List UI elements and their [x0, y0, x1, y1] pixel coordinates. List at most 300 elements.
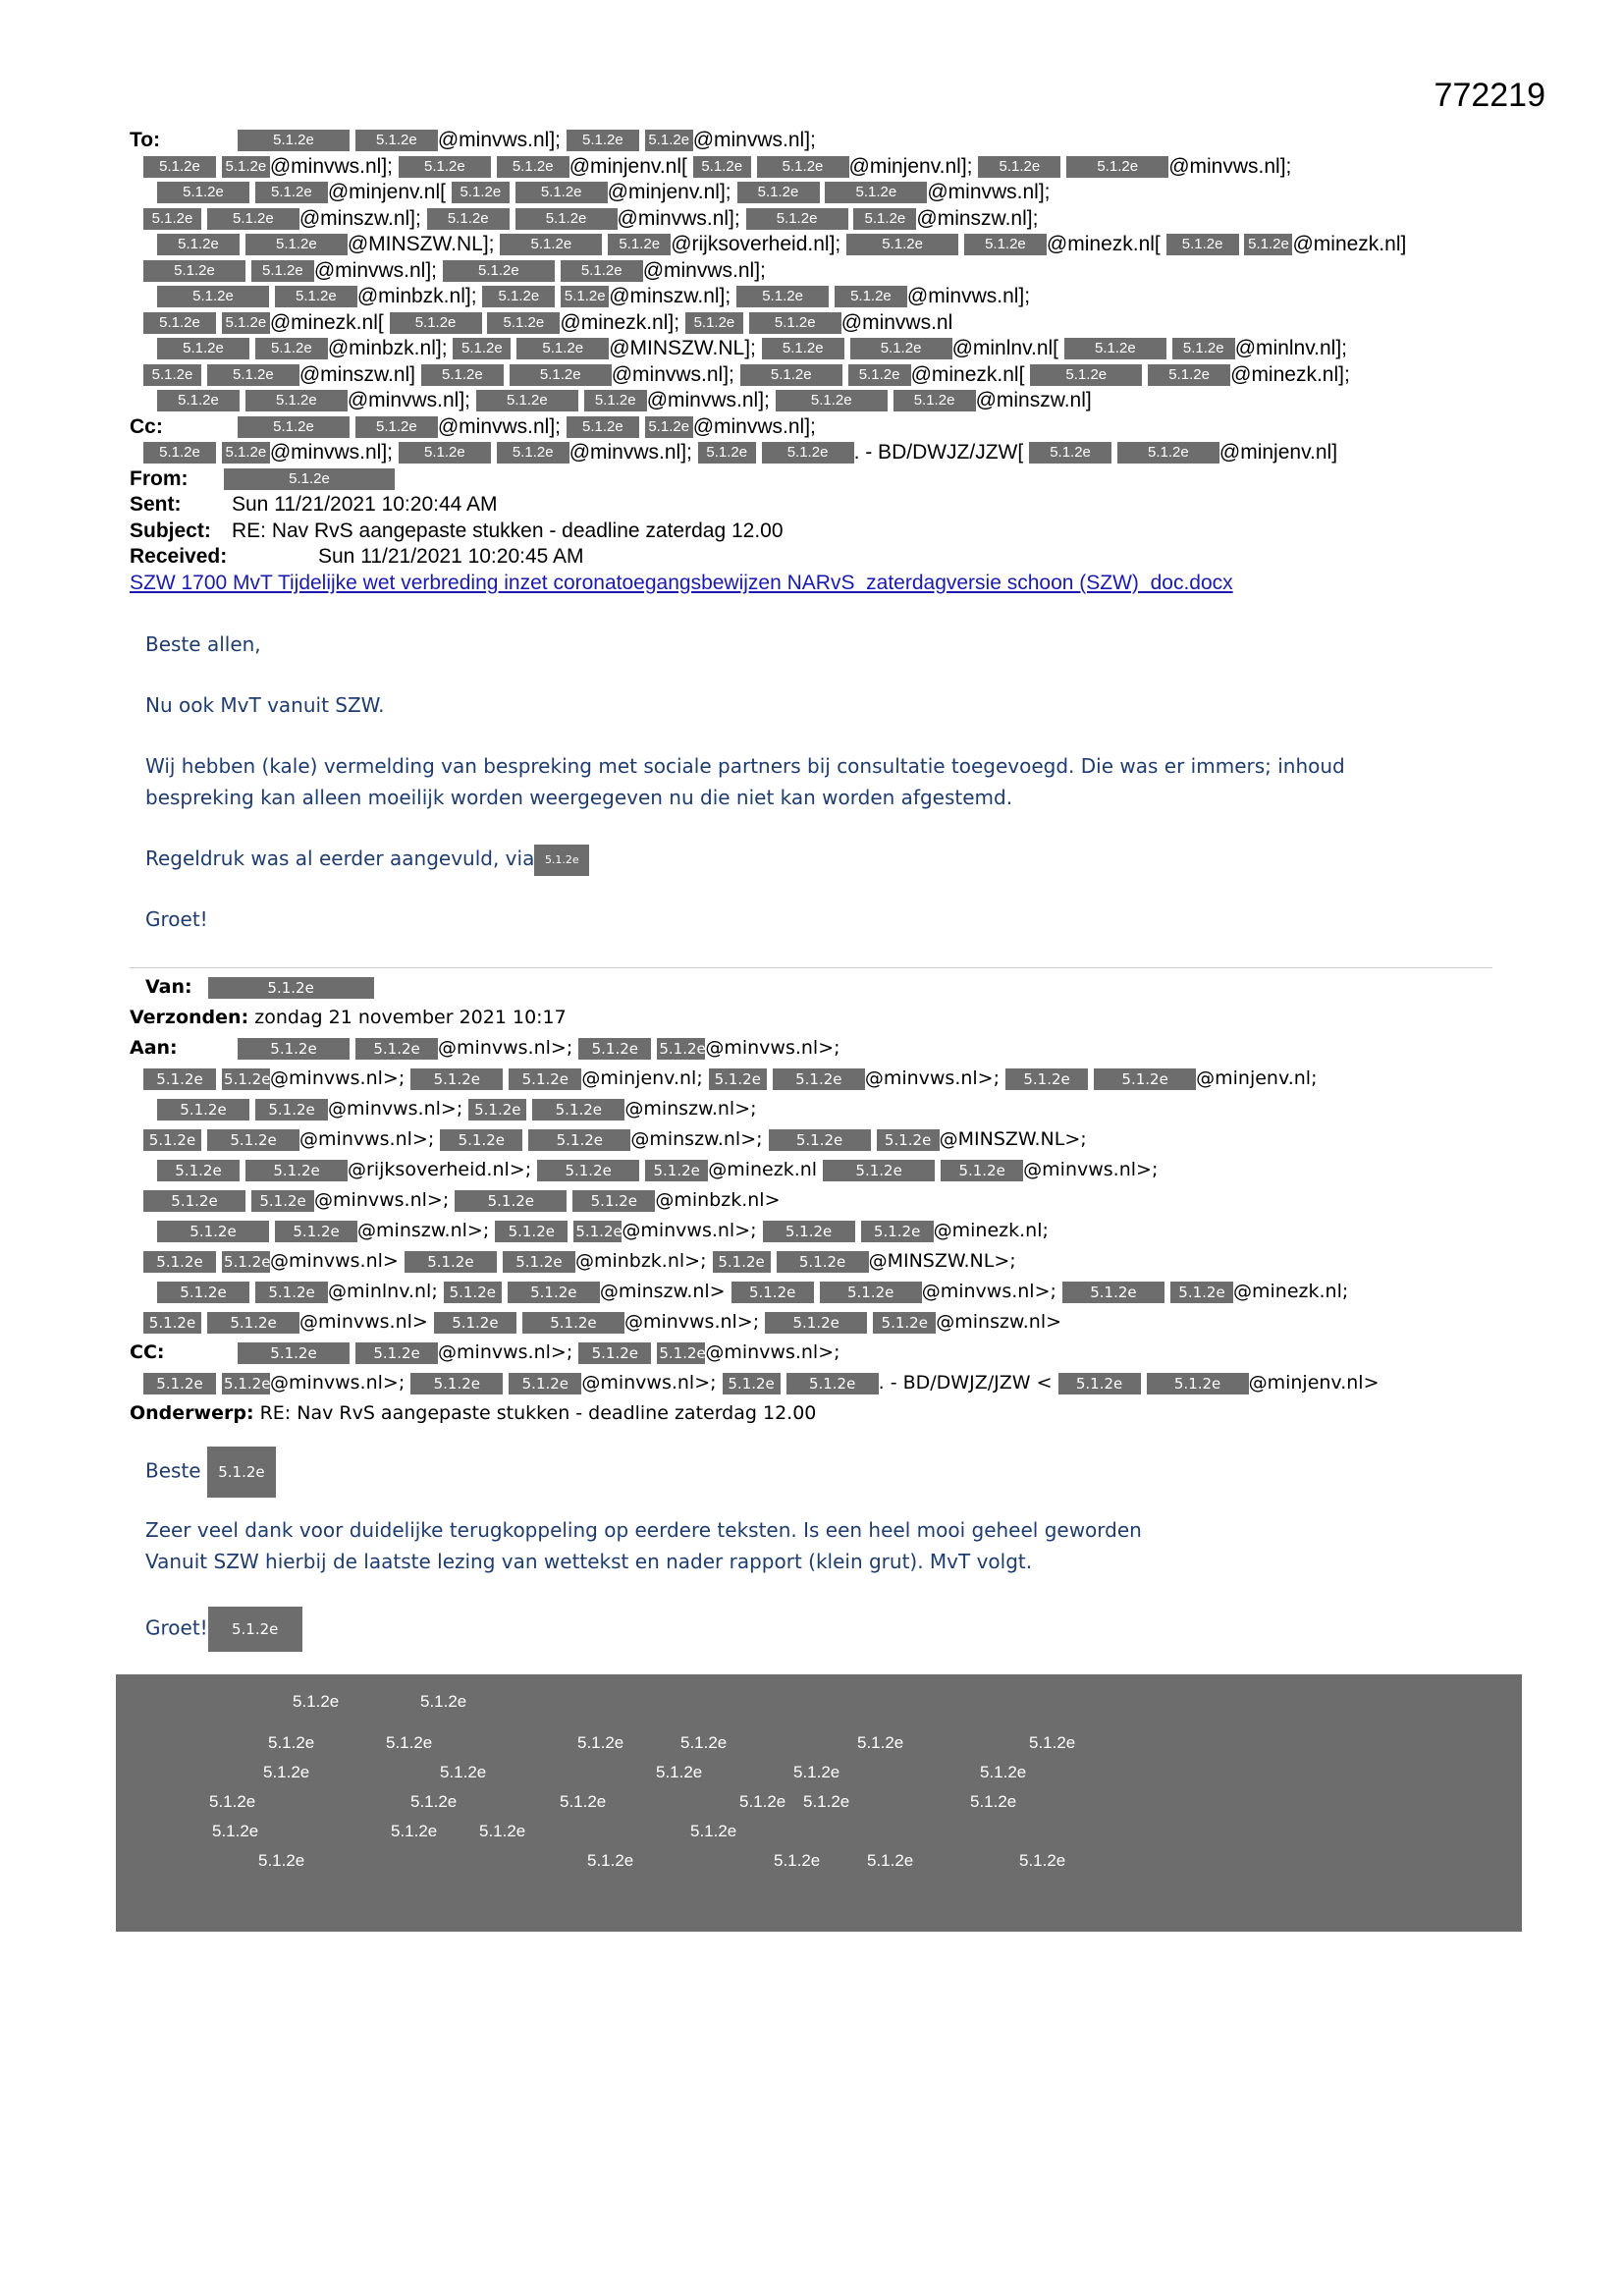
field-label: To: — [130, 129, 161, 151]
redaction-label: 5.1.2e — [391, 1822, 438, 1840]
recipient-line — [130, 128, 1504, 154]
attachment-link[interactable]: SZW 1700 MvT Tijdelijke wet verbreding inzet coronatoegangsbewijzen NARvS_zaterdagversie schoon (SZW)_doc.docx — [130, 571, 1233, 594]
redaction: 5.1.2e — [355, 1038, 438, 1060]
recipient-line — [130, 1277, 1504, 1307]
recipient-line — [130, 154, 1504, 181]
redaction: 5.1.2e — [848, 364, 911, 386]
aan-recipients — [130, 1033, 1504, 1338]
email-address-domain: @minszw.nl> — [936, 1311, 1062, 1333]
redaction: 5.1.2e — [399, 442, 491, 464]
redaction: 5.1.2e — [207, 364, 299, 386]
recipient-line — [130, 1307, 1504, 1338]
email-address-domain: @MINSZW.NL]; — [347, 233, 495, 255]
redaction: 5.1.2e — [355, 130, 438, 151]
email-address-domain: @minbzk.nl]; — [356, 285, 477, 307]
redaction: 5.1.2e — [207, 208, 299, 230]
redaction: 5.1.2e — [390, 312, 482, 334]
email-address-domain: @minvws.nl]; — [906, 285, 1031, 307]
redaction: 5.1.2e — [476, 390, 578, 411]
email-address-domain: @minvws.nl>; — [1023, 1159, 1159, 1180]
redaction: 5.1.2e — [487, 312, 560, 334]
redaction: 5.1.2e — [537, 1160, 639, 1181]
redaction: 5.1.2e — [453, 338, 511, 359]
from-row — [130, 466, 1504, 493]
redaction: 5.1.2e — [723, 1373, 781, 1394]
redaction: 5.1.2e — [786, 1373, 879, 1394]
redaction: 5.1.2e — [584, 390, 647, 411]
cc-recipients — [130, 414, 1504, 466]
recipient-line — [130, 180, 1504, 206]
redaction: 5.1.2e — [143, 1129, 201, 1151]
redaction-label: 5.1.2e — [268, 1733, 315, 1752]
verzonden-value: zondag 21 november 2021 10:17 — [254, 1007, 567, 1028]
redaction: 5.1.2e — [645, 416, 693, 438]
redaction: 5.1.2e — [143, 442, 216, 464]
redaction: 5.1.2e — [238, 130, 350, 151]
redaction: 5.1.2e — [509, 1373, 581, 1394]
recipient-line — [130, 1094, 1504, 1124]
redaction: 5.1.2e — [224, 1252, 271, 1271]
redaction: 5.1.2e — [157, 286, 269, 307]
email-address-domain: @minvws.nl>; — [270, 1067, 406, 1089]
redaction: 5.1.2e — [941, 1160, 1023, 1181]
redaction: 5.1.2e — [1117, 442, 1219, 464]
paragraph-text: Regeldruk was al eerder aangevuld, via — [145, 847, 535, 870]
redaction: 5.1.2e — [762, 338, 844, 359]
redaction: 5.1.2e — [861, 1221, 934, 1242]
email-address-domain: @minvws.nl]; — [568, 441, 692, 464]
redaction: 5.1.2e — [143, 208, 201, 230]
recipient-line — [130, 414, 1504, 441]
redaction: 5.1.2e — [207, 1129, 299, 1151]
redaction-label: 5.1.2e — [258, 1851, 305, 1870]
redaction: 5.1.2e — [853, 208, 916, 230]
redaction: 5.1.2e — [157, 234, 240, 255]
redaction: 5.1.2e — [238, 1038, 350, 1060]
redaction: 5.1.2e — [873, 1312, 936, 1334]
redaction: 5.1.2e — [877, 1129, 940, 1151]
recipient-line — [130, 1064, 1504, 1094]
email-address-domain: @minvws.nl>; — [328, 1098, 463, 1120]
recipient-line — [130, 284, 1504, 310]
redaction: 5.1.2e — [157, 1221, 269, 1242]
sent-label: Sent: — [130, 493, 182, 516]
recipient-line — [130, 336, 1504, 362]
onderwerp-value: RE: Nav RvS aangepaste stukken - deadline zaterdag 12.00 — [259, 1402, 817, 1424]
email-address-domain: @minvws.nl]; — [269, 154, 394, 178]
redaction: 5.1.2e — [1147, 1373, 1249, 1394]
redaction: 5.1.2e — [749, 312, 841, 334]
redaction: 5.1.2e — [238, 416, 350, 438]
email-address-domain: @minvws.nl>; — [299, 1128, 435, 1150]
recipient-line — [130, 440, 1504, 466]
redaction: 5.1.2e — [964, 234, 1047, 255]
redaction: 5.1.2e — [222, 156, 270, 178]
received-row — [130, 544, 1504, 571]
redaction: 5.1.2e — [763, 1221, 855, 1242]
email-address-domain: @minezk.nl[ — [910, 362, 1025, 386]
redaction: 5.1.2e — [255, 182, 328, 203]
recipient-line — [130, 1033, 1504, 1064]
redaction: 5.1.2e — [157, 390, 240, 411]
redaction: 5.1.2e — [746, 208, 848, 230]
email-address-domain: @minvws.nl>; — [705, 1037, 840, 1059]
redaction: 5.1.2e — [713, 1251, 771, 1273]
redaction: 5.1.2e — [1166, 234, 1239, 255]
email-address-domain: @minezk.nl]; — [1230, 362, 1350, 386]
redaction: 5.1.2e — [207, 1447, 276, 1498]
email-address-domain: @minezk.nl[ — [269, 310, 384, 334]
recipient-line — [130, 1185, 1504, 1216]
redaction-label: 5.1.2e — [440, 1763, 487, 1781]
email-address-domain: @minlnv.nl]; — [1234, 337, 1348, 359]
redaction: 5.1.2e — [503, 1251, 575, 1273]
redaction: 5.1.2e — [410, 1373, 503, 1394]
email-address-domain: @minjenv.nl> — [1248, 1372, 1380, 1394]
email-address-domain: @MINSZW.NL]; — [609, 337, 756, 359]
redaction: 5.1.2e — [245, 234, 348, 255]
redaction: 5.1.2e — [143, 1373, 216, 1394]
field-label: Aan: — [130, 1037, 178, 1059]
subject-value: RE: Nav RvS aangepaste stukken - deadline zaterdag 12.00 — [232, 519, 784, 542]
redaction-label: 5.1.2e — [857, 1733, 904, 1752]
email-address-domain: @minvws.nl — [840, 310, 953, 334]
verzonden-row — [130, 1003, 1504, 1033]
redaction: 5.1.2e — [245, 1160, 348, 1181]
redaction: 5.1.2e — [157, 182, 249, 203]
redaction: 5.1.2e — [399, 156, 491, 178]
redaction-label: 5.1.2e — [209, 1792, 256, 1811]
redaction: 5.1.2e — [575, 1222, 623, 1240]
email-address-domain: @minbzk.nl> — [655, 1189, 781, 1211]
email-address-domain: @minvws.nl]; — [347, 389, 471, 411]
redaction: 5.1.2e — [567, 416, 639, 438]
sent-row — [130, 492, 1504, 519]
van-label: Van: — [145, 976, 192, 998]
greeting — [145, 1447, 276, 1498]
redaction: 5.1.2e — [567, 130, 639, 151]
email-address-domain: @minvws.nl]; — [611, 362, 734, 386]
redaction: 5.1.2e — [1170, 1282, 1233, 1303]
email-address-domain: @minvws.nl]; — [437, 129, 562, 151]
redaction: 5.1.2e — [893, 390, 976, 411]
email-address-domain: @minlnv.nl; — [328, 1281, 438, 1302]
email-address-domain: @minszw.nl> — [599, 1281, 726, 1302]
email-address-domain: @minszw.nl] — [975, 389, 1092, 411]
redaction-label: 5.1.2e — [680, 1733, 728, 1752]
redaction-label: 5.1.2e — [803, 1792, 850, 1811]
redaction: 5.1.2e — [645, 130, 693, 151]
redaction: 5.1.2e — [608, 234, 671, 255]
redaction: 5.1.2e — [207, 1312, 299, 1334]
field-label: Cc: — [130, 414, 163, 438]
verzonden-label: Verzonden: — [130, 1007, 249, 1028]
redaction: 5.1.2e — [495, 1221, 568, 1242]
email-address-domain: @minszw.nl]; — [916, 206, 1039, 230]
paragraph: Nu ook MvT vanuit SZW. — [145, 693, 385, 717]
redaction: 5.1.2e — [776, 390, 888, 411]
email-address-domain: @minvws.nl]; — [617, 206, 740, 230]
redaction-label: 5.1.2e — [793, 1763, 840, 1781]
redaction: 5.1.2e — [731, 1282, 814, 1303]
redaction: 5.1.2e — [500, 234, 602, 255]
redaction: 5.1.2e — [659, 1343, 706, 1362]
redaction-label: 5.1.2e — [263, 1763, 310, 1781]
paragraph: Zeer veel dank voor duidelijke terugkoppeling op eerdere teksten. Is een heel mooi geheel geworden — [145, 1518, 1142, 1542]
redaction: 5.1.2e — [823, 1160, 935, 1181]
greeting: Beste allen, — [145, 632, 261, 656]
recipient-line — [130, 1155, 1504, 1185]
received-label: Received: — [130, 545, 228, 568]
redaction: 5.1.2e — [157, 1099, 249, 1121]
email-address-domain: @minezk.nl]; — [560, 310, 680, 334]
redaction: 5.1.2e — [421, 364, 504, 386]
subject-label: Subject: — [130, 519, 211, 542]
redaction: 5.1.2e — [846, 234, 958, 255]
email-address-domain: @rijksoverheid.nl>; — [348, 1159, 532, 1180]
redaction: 5.1.2e — [532, 1099, 624, 1121]
redaction-label: 5.1.2e — [386, 1733, 433, 1752]
redaction: 5.1.2e — [440, 1129, 522, 1151]
redaction: 5.1.2e — [1058, 1373, 1141, 1394]
redaction: 5.1.2e — [572, 1190, 655, 1212]
email-address-domain: @minszw.nl] — [298, 362, 416, 386]
redaction: 5.1.2e — [143, 1251, 216, 1273]
recipient-line — [130, 206, 1504, 233]
redaction: 5.1.2e — [685, 312, 743, 334]
redaction: 5.1.2e — [561, 286, 609, 307]
redaction: 5.1.2e — [222, 442, 270, 464]
redaction: 5.1.2e — [224, 1069, 271, 1088]
email-address-domain: . - BD/DWJZ/JZW[ — [853, 441, 1024, 464]
email-address-domain: @minvws.nl>; — [270, 1372, 406, 1394]
email-address-domain: @minjenv.nl; — [581, 1067, 703, 1089]
redaction-label: 5.1.2e — [1019, 1851, 1066, 1870]
email-address-domain: @minvws.nl]; — [437, 414, 562, 438]
email-address-domain: @minjenv.nl[ — [568, 154, 687, 178]
document-id: 772219 — [1434, 77, 1545, 114]
paragraph: Wij hebben (kale) vermelding van bespreking met sociale partners bij consultatie toegevoegd. Die was er immers; inhoud — [145, 754, 1345, 778]
redaction: 5.1.2e — [410, 1068, 503, 1090]
redaction-label: 5.1.2e — [656, 1763, 703, 1781]
email-address-domain: @minezk.nl; — [933, 1220, 1049, 1241]
redaction: 5.1.2e — [275, 286, 357, 307]
email-address-domain: @minjenv.nl[ — [327, 181, 446, 203]
redaction: 5.1.2e — [255, 1282, 328, 1303]
email-address-domain: @minbzk.nl>; — [574, 1250, 707, 1272]
redaction: 5.1.2e — [510, 364, 612, 386]
redaction: 5.1.2e — [443, 260, 555, 282]
closing-text: Groet! — [145, 1615, 208, 1640]
onderwerp-label: Onderwerp: — [130, 1402, 254, 1424]
redaction-label: 5.1.2e — [577, 1733, 624, 1752]
redaction: 5.1.2e — [508, 1282, 600, 1303]
sent-value: Sun 11/21/2021 10:20:44 AM — [232, 493, 498, 516]
redaction-label: 5.1.2e — [690, 1822, 737, 1840]
redaction: 5.1.2e — [255, 338, 328, 359]
subject-row — [130, 519, 1504, 545]
email-address-domain: @minvws.nl]; — [642, 258, 766, 282]
attachment-row — [130, 571, 1504, 597]
redaction: 5.1.2e — [157, 1282, 249, 1303]
email-address-domain: @minjenv.nl; — [1196, 1067, 1318, 1089]
paragraph: bespreking kan alleen moeilijk worden weergegeven nu die niet kan worden afgestemd. — [145, 786, 1013, 809]
redaction: 5.1.2e — [143, 260, 245, 282]
email-address-domain: @minbzk.nl]; — [327, 337, 448, 359]
redaction: 5.1.2e — [251, 260, 314, 282]
redaction-label: 5.1.2e — [970, 1792, 1017, 1811]
redaction: 5.1.2e — [1064, 338, 1166, 359]
field-label: CC: — [130, 1341, 165, 1363]
paragraph: Vanuit SZW hierbij de laatste lezing van wettekst en nader rapport (klein grut). MvT volgt. — [145, 1550, 1033, 1573]
redaction-label: 5.1.2e — [560, 1792, 607, 1811]
redaction: 5.1.2e — [534, 845, 589, 876]
email-address-domain: @minjenv.nl]; — [848, 154, 973, 178]
redaction: 5.1.2e — [245, 390, 348, 411]
email-address-domain: @minjenv.nl] — [1218, 441, 1338, 464]
redaction: 5.1.2e — [773, 1068, 865, 1090]
redaction-label: 5.1.2e — [587, 1851, 634, 1870]
recipient-line — [130, 232, 1504, 258]
redaction: 5.1.2e — [736, 286, 829, 307]
redaction: 5.1.2e — [978, 156, 1060, 178]
redaction-label: 5.1.2e — [212, 1822, 259, 1840]
email-address-domain: @minvws.nl]; — [1168, 154, 1292, 178]
email-address-domain: @rijksoverheid.nl]; — [671, 233, 841, 255]
redaction: 5.1.2e — [1062, 1282, 1164, 1303]
email-address-domain: @minjenv.nl]; — [607, 181, 731, 203]
email-address-domain: @minvws.nl>; — [921, 1281, 1056, 1302]
recipient-line — [130, 388, 1504, 414]
email-address-domain: @minvws.nl>; — [622, 1220, 757, 1241]
email-address-domain: @minvws.nl>; — [705, 1341, 840, 1363]
email-address-domain: @minvws.nl>; — [438, 1037, 573, 1059]
redaction-label: 5.1.2e — [867, 1851, 914, 1870]
redaction-label: 5.1.2e — [980, 1763, 1027, 1781]
redaction: 5.1.2e — [515, 208, 618, 230]
redaction: 5.1.2e — [157, 338, 249, 359]
recipient-line — [130, 1368, 1504, 1398]
redaction: 5.1.2e — [578, 1342, 651, 1364]
redaction: 5.1.2e — [208, 1607, 302, 1652]
closing — [145, 1607, 302, 1652]
redaction: 5.1.2e — [698, 442, 756, 464]
redaction: 5.1.2e — [515, 182, 608, 203]
redaction: 5.1.2e — [355, 1342, 438, 1364]
onderwerp-row — [130, 1398, 1504, 1429]
email-address-domain: @minezk.nl — [708, 1159, 818, 1180]
redaction: 5.1.2e — [578, 1038, 651, 1060]
redaction: 5.1.2e — [444, 1282, 502, 1303]
email-address-domain: @minszw.nl]; — [298, 206, 421, 230]
redaction: 5.1.2e — [143, 364, 201, 386]
redaction: 5.1.2e — [835, 286, 907, 307]
redaction: 5.1.2e — [765, 1312, 867, 1334]
redacted-signature — [116, 1674, 1522, 1932]
redaction: 5.1.2e — [1172, 338, 1235, 359]
email-address-domain: @minvws.nl>; — [623, 1311, 760, 1333]
redaction: 5.1.2e — [762, 442, 854, 464]
redaction: 5.1.2e — [825, 182, 927, 203]
redaction: 5.1.2e — [251, 1190, 314, 1212]
redaction: 5.1.2e — [522, 1312, 624, 1334]
redaction: 5.1.2e — [468, 1099, 526, 1121]
redaction: 5.1.2e — [143, 1068, 216, 1090]
redaction: 5.1.2e — [224, 468, 395, 490]
email-address-domain: @minvws.nl>; — [438, 1341, 573, 1363]
redaction: 5.1.2e — [482, 286, 555, 307]
redaction-label: 5.1.2e — [774, 1851, 821, 1870]
redaction: 5.1.2e — [255, 1099, 328, 1121]
redaction: 5.1.2e — [1244, 234, 1292, 255]
recipient-line — [130, 258, 1504, 285]
redaction: 5.1.2e — [275, 1221, 357, 1242]
email-address-domain: @minezk.nl[ — [1046, 233, 1161, 255]
redaction: 5.1.2e — [850, 338, 952, 359]
redaction: 5.1.2e — [143, 312, 216, 334]
email-address-domain: @minvws.nl>; — [864, 1067, 1001, 1089]
from-label: From: — [130, 466, 189, 490]
redaction-label: 5.1.2e — [479, 1822, 526, 1840]
redaction: 5.1.2e — [737, 182, 820, 203]
redaction-label: 5.1.2e — [410, 1792, 458, 1811]
redaction: 5.1.2e — [497, 156, 569, 178]
email-address-domain: @minvws.nl]; — [692, 129, 816, 151]
redaction: 5.1.2e — [509, 1068, 581, 1090]
email-address-domain: @MINSZW.NL>; — [939, 1128, 1087, 1150]
email-address-domain: @minvws.nl>; — [581, 1372, 717, 1394]
redaction: 5.1.2e — [355, 416, 438, 438]
redaction: 5.1.2e — [143, 156, 216, 178]
email-address-domain: . - BD/DWJZ/JZW < — [878, 1372, 1053, 1394]
redaction: 5.1.2e — [757, 156, 849, 178]
email-address-domain: @minvws.nl]; — [269, 441, 394, 464]
redaction: 5.1.2e — [497, 442, 569, 464]
email-address-domain: @minvws.nl]; — [313, 258, 438, 282]
redaction-label: 5.1.2e — [420, 1692, 467, 1711]
redaction: 5.1.2e — [740, 364, 842, 386]
redaction: 5.1.2e — [693, 156, 751, 178]
email-address-domain: @minvws.nl]; — [927, 181, 1051, 203]
redaction: 5.1.2e — [516, 338, 609, 359]
redaction: 5.1.2e — [528, 1129, 630, 1151]
redaction: 5.1.2e — [434, 1312, 516, 1334]
recipient-line — [130, 1246, 1504, 1277]
redaction: 5.1.2e — [157, 1160, 240, 1181]
recipient-line — [130, 362, 1504, 389]
to-recipients — [130, 128, 1504, 414]
email-header — [130, 128, 1504, 596]
redaction: 5.1.2e — [143, 1190, 245, 1212]
email-address-domain: @minezk.nl] — [1292, 233, 1407, 255]
paragraph — [145, 843, 589, 876]
email-address-domain: @minszw.nl]; — [609, 285, 731, 307]
redaction: 5.1.2e — [659, 1039, 706, 1058]
redaction: 5.1.2e — [820, 1282, 922, 1303]
redaction: 5.1.2e — [224, 1374, 271, 1393]
redaction: 5.1.2e — [238, 1342, 350, 1364]
redaction: 5.1.2e — [222, 312, 270, 334]
recipient-line — [130, 310, 1504, 337]
email-address-domain: @minszw.nl>; — [624, 1098, 757, 1120]
redaction: 5.1.2e — [645, 1160, 708, 1181]
redaction: 5.1.2e — [405, 1251, 497, 1273]
email-address-domain: @minvws.nl> — [270, 1250, 399, 1272]
redaction: 5.1.2e — [1148, 364, 1230, 386]
greeting-text: Beste — [145, 1458, 201, 1483]
recipient-line — [130, 1216, 1504, 1246]
email-address-domain: @minvws.nl> — [299, 1311, 428, 1333]
